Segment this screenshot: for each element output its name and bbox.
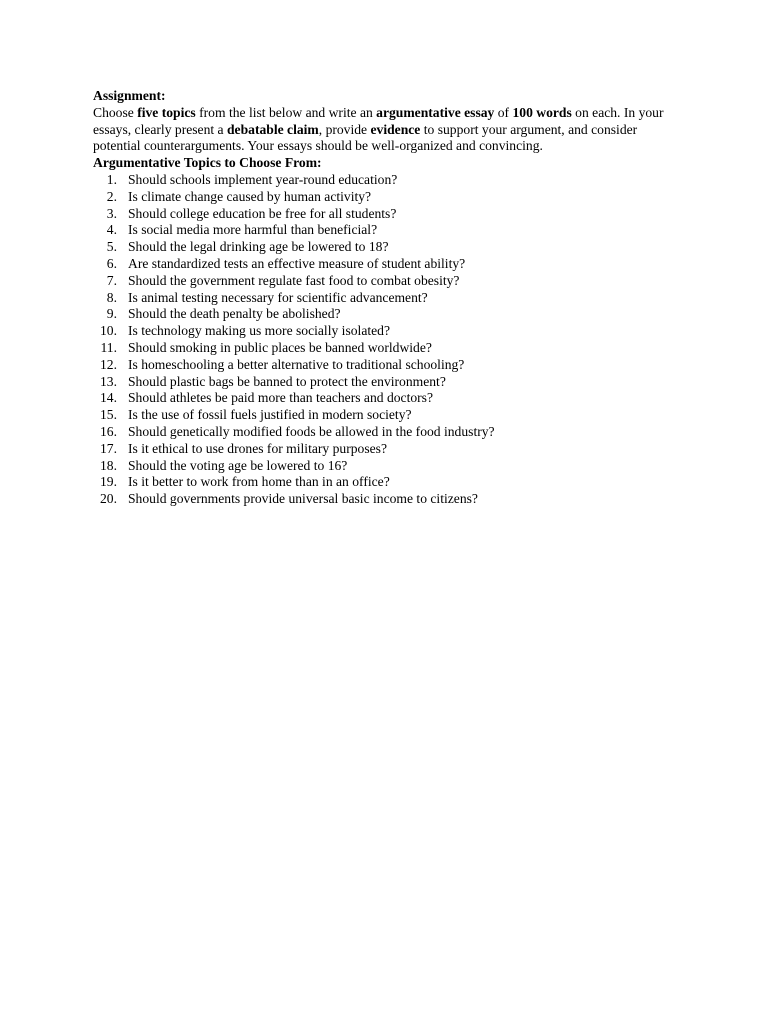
list-item-number: 17. bbox=[100, 440, 117, 456]
instruction-text: Choose bbox=[93, 104, 138, 120]
list-item bbox=[93, 189, 673, 206]
list-item-text: Should governments provide universal basic income to citizens? bbox=[128, 491, 478, 507]
list-item-number: 2. bbox=[106, 188, 117, 204]
list-item-text: Should the legal drinking age be lowered to 18? bbox=[128, 239, 389, 255]
list-item bbox=[93, 290, 673, 307]
list-item bbox=[93, 374, 673, 391]
list-item-text: Should plastic bags be banned to protect the environment? bbox=[128, 373, 446, 389]
list-item bbox=[93, 222, 673, 239]
list-item-number: 19. bbox=[100, 474, 117, 490]
list-item-text: Should the government regulate fast food to combat obesity? bbox=[128, 272, 460, 288]
instruction-text: on each. In your essays, clearly present a bbox=[93, 104, 664, 137]
list-item-text: Is social media more harmful than beneficial? bbox=[128, 222, 378, 238]
list-item-text: Should the voting age be lowered to 16? bbox=[128, 457, 348, 473]
emphasis-text: 100 words bbox=[512, 104, 572, 120]
list-item-text: Is technology making us more socially isolated? bbox=[128, 323, 390, 339]
list-item bbox=[93, 306, 673, 323]
list-item-text: Is it better to work from home than in an office? bbox=[128, 474, 390, 490]
document-page bbox=[93, 88, 673, 508]
list-item bbox=[93, 273, 673, 290]
list-item bbox=[93, 323, 673, 340]
list-item bbox=[93, 491, 673, 508]
topics-list bbox=[93, 172, 673, 508]
list-item bbox=[93, 390, 673, 407]
instruction-text: of bbox=[494, 104, 513, 120]
list-item-text: Should athletes be paid more than teachers and doctors? bbox=[128, 390, 434, 406]
list-item-text: Is climate change caused by human activity? bbox=[128, 188, 372, 204]
list-item-number: 1. bbox=[106, 171, 117, 187]
list-item-number: 3. bbox=[106, 205, 117, 221]
list-item-number: 8. bbox=[106, 289, 117, 305]
list-item-text: Are standardized tests an effective measure of student ability? bbox=[128, 255, 466, 271]
list-item-text: Should schools implement year-round education? bbox=[128, 171, 398, 187]
emphasis-text: debatable claim bbox=[227, 121, 319, 137]
assignment-instructions bbox=[93, 105, 673, 155]
list-item bbox=[93, 441, 673, 458]
list-item bbox=[93, 357, 673, 374]
list-item-number: 14. bbox=[100, 390, 117, 406]
emphasis-text: argumentative essay bbox=[376, 104, 495, 120]
list-item-number: 4. bbox=[106, 222, 117, 238]
list-item bbox=[93, 474, 673, 491]
list-item bbox=[93, 206, 673, 223]
instruction-text: , provide bbox=[318, 121, 371, 137]
instruction-text: to support your argument, and consider potential counterarguments. Your essays should be well-organized and convincing. bbox=[93, 121, 638, 154]
list-item-number: 15. bbox=[100, 407, 117, 423]
list-item-number: 12. bbox=[100, 356, 117, 372]
list-item-text: Should smoking in public places be banned worldwide? bbox=[128, 339, 432, 355]
list-item bbox=[93, 340, 673, 357]
list-item bbox=[93, 424, 673, 441]
list-item-number: 16. bbox=[100, 423, 117, 439]
list-item bbox=[93, 172, 673, 189]
topics-heading: Argumentative Topics to Choose From: bbox=[93, 155, 322, 171]
list-item-text: Should the death penalty be abolished? bbox=[128, 306, 341, 322]
list-item-text: Should genetically modified foods be allowed in the food industry? bbox=[128, 423, 495, 439]
list-item-text: Should college education be free for all students? bbox=[128, 205, 397, 221]
list-item-text: Is the use of fossil fuels justified in modern society? bbox=[128, 407, 412, 423]
list-item-number: 7. bbox=[106, 272, 117, 288]
list-item-number: 18. bbox=[100, 457, 117, 473]
list-item-number: 13. bbox=[100, 373, 117, 389]
emphasis-text: five topics bbox=[137, 104, 196, 120]
assignment-heading: Assignment: bbox=[93, 88, 166, 103]
list-item-text: Is it ethical to use drones for military purposes? bbox=[128, 440, 387, 456]
instruction-text: from the list below and write an bbox=[195, 104, 377, 120]
list-item bbox=[93, 407, 673, 424]
list-item bbox=[93, 458, 673, 475]
list-item-number: 10. bbox=[100, 323, 117, 339]
list-item-number: 5. bbox=[106, 239, 117, 255]
list-item-number: 9. bbox=[106, 306, 117, 322]
list-item bbox=[93, 239, 673, 256]
list-item-number: 20. bbox=[100, 491, 117, 507]
list-item-number: 11. bbox=[100, 339, 117, 355]
list-item-text: Is animal testing necessary for scientific advancement? bbox=[128, 289, 428, 305]
list-item-number: 6. bbox=[106, 255, 117, 271]
emphasis-text: evidence bbox=[370, 121, 421, 137]
list-item bbox=[93, 256, 673, 273]
list-item-text: Is homeschooling a better alternative to traditional schooling? bbox=[128, 356, 465, 372]
